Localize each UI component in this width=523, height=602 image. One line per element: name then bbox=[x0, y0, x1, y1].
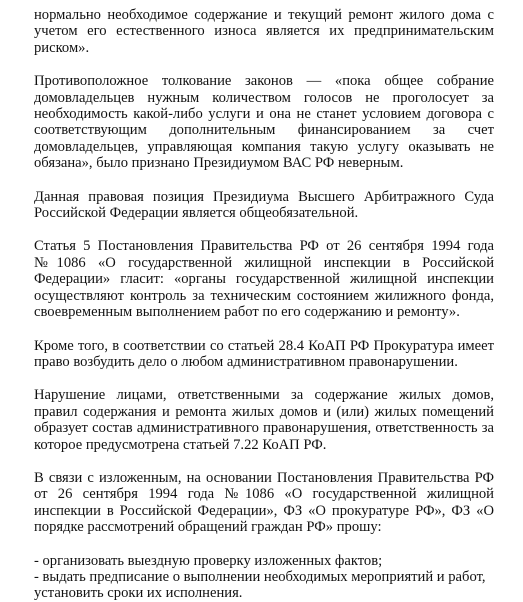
request-list bbox=[34, 553, 494, 602]
paragraph-risk-conclusion: нормально необходимое содержание и текущий ремонт жилого дома с учетом его естественного износа является их предпринимательским риском». bbox=[34, 7, 494, 56]
paragraph-opposite-interpretation: Противоположное толкование законов — «пока общее собрание домовладельцев нужным количеством голосов не проголосует за необходимость какой-либо услуги и она не станет условием договора с соответствующим дополнительным финансированием за счет домовладельцев, управляющая компания такую услугу оказывать не обязана», было признано Президиумом ВАС РФ неверным. bbox=[34, 73, 494, 172]
paragraph-prosecutor-right: Кроме того, в соответствии со статьей 28.4 КоАП РФ Прокуратура имеет право возбудить дело о любом административном правонарушении. bbox=[34, 337, 494, 370]
document-page bbox=[34, 7, 494, 602]
paragraph-article-5: Статья 5 Постановления Правительства РФ от 26 сентября 1994 года №1086 «О государственной жилищной инспекции в Российской Федерации» гласит: «органы государственной жилищной инспекции осуществляют контроль за техническим состоянием жилижного фонда, своевременным выполнением работ по его содержанию и ремонту». bbox=[34, 238, 494, 321]
paragraph-violation: Нарушение лицами, ответственными за содержание жилых домов, правил содержания и ремонта жилых домов и (или) жилых помещений образует состав административного правонарушения, ответственность за которое предусмотрена статьей 7.22 КоАП РФ. bbox=[34, 387, 494, 453]
paragraph-request-basis: В связи с изложенным, на основании Постановления Правительства РФ от 26 сентября 1994 года №1086 «О государственной жилищной инспекции в Российской Федерации», ФЗ «О прокуратуре РФ», ФЗ «О порядке рассмотрений обращений граждан РФ» прошу: bbox=[34, 469, 494, 536]
paragraph-legal-position: Данная правовая позиция Президиума Высшего Арбитражного Суда Российской Федерации является общеобязательной. bbox=[34, 188, 494, 222]
request-item-prescription: - выдать предписание о выполнении необходимых мероприятий и работ, установить сроки их исполнения. bbox=[34, 568, 486, 602]
request-item-inspection: - организовать выездную проверку изложенных фактов; bbox=[34, 552, 383, 569]
